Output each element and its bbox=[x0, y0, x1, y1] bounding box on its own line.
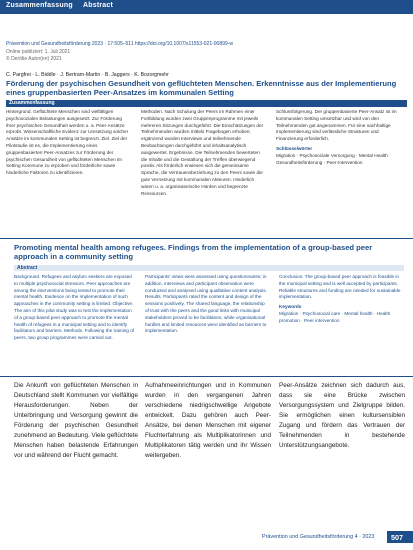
abstract-col-1: Background. Refugees and asylum seekers are exposed to multiple psychosocial stressors. Peer approaches are among the interventions being tested to promote their mental health. Evidence on the implementation of such approaches in the community setting is limited. Objective. The aim of this pilot study was to test the implementation of a group-based peer approach to promote the mental health of refugees in a municipal setting and to identify facilitators and barriers. Methods. Following the training of peers, two group programmes were carried out. bbox=[14, 274, 135, 341]
body-col-3: Peer-Ansätze zeichnen sich dadurch aus, dass sie eine Brücke zwischen Versorgungssystem und Zielgruppe bilden. Sie ermöglichen einen kultursensiblen Zugang und fördern das Vertrauen der Teilnehmenden in bestehende Unterstützungsangebote. bbox=[279, 382, 405, 449]
authors: C. Pargfrei · L. Biddle · J. Bertram-Martin · B. Jaggers · K. Bozorgmehr bbox=[6, 72, 169, 78]
title-english: Promoting mental health among refugees. Findings from the implementation of a group-based peer approach in a community setting bbox=[14, 243, 373, 261]
journal-citation bbox=[6, 41, 233, 47]
section-divider bbox=[0, 238, 413, 239]
body-col-2: Aufnahmeeinrichtungen und in Kommunen wurden in den vergangenen Jahren verschiedene niedrigschwellige Angebote entwickelt. Dazu gehören auch Peer-Ansätze, bei denen Menschen mit eigener Fluchterfahrung als Multiplikatorinnen und Multiplikatoren tätig werden und ihr Wissen weitergeben. bbox=[145, 382, 271, 459]
abstract-col-3 bbox=[279, 274, 404, 374]
page-number: 507 bbox=[391, 533, 403, 542]
zusammenfassung-col-3 bbox=[276, 109, 404, 229]
keywords: Migration · Psychosocial care · Mental health · Health promotion · Peer intervention bbox=[279, 310, 391, 323]
footer-journal: Prävention und Gesundheitsförderung 4 · 2023 bbox=[262, 534, 375, 540]
abstract-conclusion: Conclusion. The group-based peer approach is feasible in the municipal setting and is well accepted by participants. Reliable structures and funding are needed for sustainable implementation. bbox=[279, 274, 401, 300]
abstract-col-2: Participants' views were assessed using questionnaires; in addition, interviews and participant observation were conducted and analysed using qualitative content analysis. Results. Participants rated the content and design of the sessions positively. The shared language, the relationship of trust with the peers and the good links with municipal stakeholders proved to be facilitators, while organisational hurdles and limited resources were identified as barriers to implementation. bbox=[145, 274, 267, 334]
schluesselwoerter: Migration · Psychosoziale Versorgung · Mental Health · Gesundheitsförderung · Peer-Intervention bbox=[276, 152, 391, 165]
zusammenfassung-heading-bar bbox=[6, 100, 407, 107]
tab-zusammenfassung: Zusammenfassung bbox=[6, 2, 73, 9]
abstract-heading: Abstract bbox=[17, 265, 38, 271]
zusammenfassung-conclusion: Schlussfolgerung. Der gruppenbasierte Peer-Ansatz ist im kommunalen Setting umsetzbar und wird von den Teilnehmenden gut angenommen. Für eine nachhaltige Implementierung sind verlässliche Strukturen und Finanzierung erforderlich. bbox=[276, 109, 397, 142]
schluesselwoerter-heading: Schlüsselwörter bbox=[276, 145, 313, 151]
title-german: Förderung der psychischen Gesundheit von geflüchteten Menschen. Erkenntnisse aus der Implementierung eines gruppenbasierten Peer-Ansatzes im kommunalen Setting bbox=[6, 79, 397, 97]
journal-line: Prävention und Gesundheitsförderung 2023 · 17:505–511 bbox=[6, 41, 134, 47]
tab-abstract: Abstract bbox=[83, 2, 113, 9]
zusammenfassung-col-1: Hintergrund. Geflüchtete Menschen sind vielfältigen psychosozialen Belastungen ausgesetzt. Zur Förderung ihrer psychischen Gesundheit werden u. a. Peer-Ansätze erprobt. Wissenschaftliche Evidenz zur Umsetzung solcher Ansätze im kommunalen Setting ist begrenzt. Ziel. Ziel der Pilotstudie ist es, die Implementierung eines gruppenbasierten Peer-Ansatzes zur Förderung der psychischen Gesundheit von geflüchteten Menschen im Setting Kommune zu erproben und förderliche sowie hinderliche Faktoren zu identifizieren. bbox=[6, 109, 129, 176]
abstract-heading-bar bbox=[14, 265, 404, 271]
body-col-1: Die Ankunft von geflüchteten Menschen in Deutschland stellt Kommunen vor vielfältige Herausforderungen. Neben der Unterbringung und Versorgung gewinnt die Förderung der psychischen Gesundheit zunehmend an Bedeutung. Viele geflüchtete Menschen haben belastende Erfahrungen vor und während der Flucht gemacht. bbox=[14, 382, 138, 459]
header-bar bbox=[0, 0, 413, 14]
online-date: Online publiziert: 1. Juli 2021 bbox=[6, 49, 71, 55]
zusammenfassung-heading: Zusammenfassung bbox=[9, 100, 55, 106]
zusammenfassung-col-2: Methoden. Nach Schulung der Peers im Rahmen einer Fortbildung wurden zwei Gruppenprogramme mit jeweils mehreren Sitzungen durchgeführt. Die Einschätzungen der Teilnehmenden wurden mittels Fragebogen erhoben; ergänzend wurden Interviews und teilnehmende Beobachtungen durchgeführt und inhaltsanalytisch ausgewertet. Ergebnisse. Die Teilnehmenden bewerteten die Inhalte und die Gestaltung der Treffen überwiegend positiv. Als förderlich erwiesen sich die gemeinsame Sprache, die Vertrauensbeziehung zu den Peers sowie die gute Vernetzung mit kommunalen Akteuren. Hinderlich waren u. a. organisatorische Hürden und begrenzte Ressourcen. bbox=[141, 109, 264, 196]
section-divider-bottom bbox=[0, 376, 413, 377]
doi-link[interactable]: https://doi.org/10.1007/s11553-021-00899-w bbox=[134, 41, 233, 47]
keywords-heading: Keywords bbox=[279, 304, 302, 310]
copyright: © Der/die Autor(en) 2021 bbox=[6, 56, 62, 62]
